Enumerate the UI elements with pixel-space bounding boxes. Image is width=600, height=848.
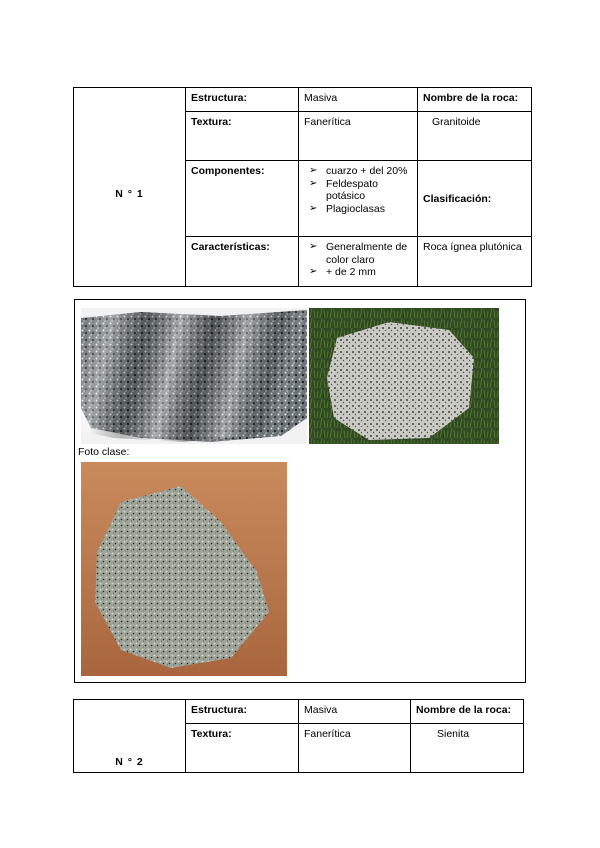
rock-number: N ° 2 — [74, 700, 186, 773]
textura-label: Textura: — [186, 724, 299, 773]
caracteristicas-list — [299, 237, 418, 287]
rock-photo-2 — [309, 308, 499, 444]
clasificacion-label: Clasificación: — [418, 161, 532, 237]
componente-item: ➢ Plagioclasas — [326, 203, 412, 216]
estructura-label: Estructura: — [186, 700, 299, 724]
rock-1-table — [73, 87, 532, 287]
rock-photo-class — [81, 462, 287, 676]
componente-item: ➢ Feldespato potásico — [326, 178, 412, 203]
nombre-label: Nombre de la roca: — [418, 88, 532, 112]
photo-caption: Foto clase: — [78, 446, 130, 458]
caracteristicas-label: Características: — [186, 237, 299, 287]
componente-item: ➢ cuarzo + del 20% — [326, 165, 412, 178]
textura-value: Fanerítica — [299, 112, 418, 161]
componentes-list — [299, 161, 418, 237]
caracteristica-item: ➢ Generalmente de color claro — [326, 241, 412, 266]
nombre-label: Nombre de la roca: — [411, 700, 524, 724]
photo-panel — [74, 299, 526, 683]
rock-2-table — [73, 699, 524, 773]
clasificacion-value: Roca ígnea plutónica — [418, 237, 532, 287]
textura-label: Textura: — [186, 112, 299, 161]
estructura-value: Masiva — [299, 700, 411, 724]
caracteristica-item: ➢ + de 2 mm — [326, 266, 412, 279]
componentes-label: Componentes: — [186, 161, 299, 237]
rock-photo-1 — [81, 308, 307, 444]
estructura-label: Estructura: — [186, 88, 299, 112]
nombre-value: Sienita — [411, 724, 524, 773]
textura-value: Fanerítica — [299, 724, 411, 773]
estructura-value: Masiva — [299, 88, 418, 112]
nombre-value: Granitoide — [418, 112, 532, 161]
rock-number: N ° 1 — [74, 88, 186, 287]
